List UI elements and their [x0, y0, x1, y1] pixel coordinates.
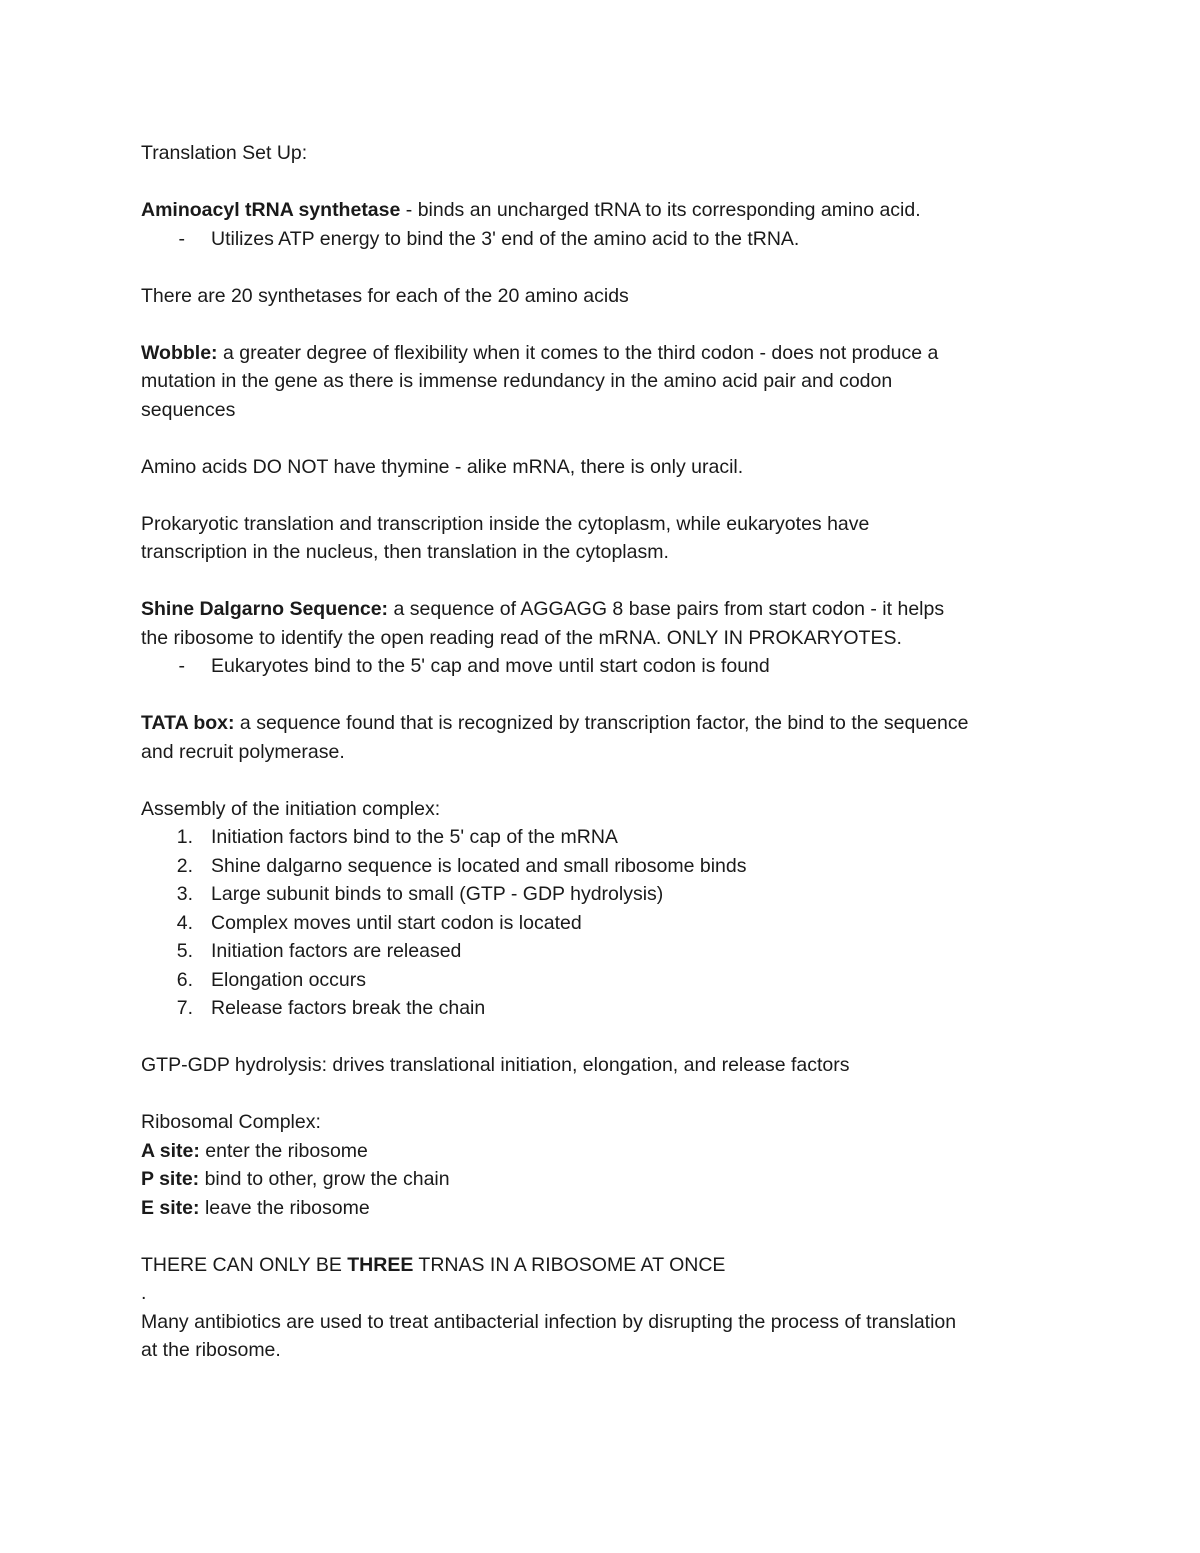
list-item — [141, 852, 1071, 881]
spacer — [141, 481, 1071, 510]
step-text: Release factors break the chain — [211, 997, 486, 1019]
spacer — [141, 681, 1071, 710]
trnas-line — [141, 1251, 1071, 1280]
e-site-text: leave the ribosome — [199, 1196, 370, 1219]
shine-term: Shine Dalgarno Sequence: — [141, 598, 389, 620]
a-site-label: A site: — [141, 1139, 200, 1162]
page-heading: Translation Set Up: — [141, 142, 308, 164]
tata-line-1: a sequence found that is recognized by transcription factor, the bind to the sequence — [234, 712, 969, 734]
list-item — [141, 994, 1071, 1023]
number-marker: 7. — [176, 997, 193, 1019]
list-item — [141, 966, 1071, 995]
spacer — [141, 168, 1071, 197]
number-marker: 6. — [176, 968, 193, 991]
prokaryotic-line-2: transcription in the nucleus, then translation in the cytoplasm. — [141, 541, 669, 563]
wobble-paragraph — [141, 339, 1071, 368]
trnas-emphasis: THREE — [347, 1253, 414, 1276]
period-line: . — [141, 1282, 147, 1304]
shine-bullets — [141, 652, 1071, 681]
trnas-after: TRNAS IN A RIBOSOME AT ONCE — [413, 1253, 726, 1276]
assembly-steps — [141, 823, 1071, 1023]
bullet-text: Eukaryotes bind to the 5' cap and move until start codon is found — [211, 655, 770, 677]
gtp-paragraph: GTP-GDP hydrolysis: drives translational initiation, elongation, and release factors — [141, 1054, 850, 1076]
wobble-line-3: sequences — [141, 398, 236, 421]
step-text: Initiation factors are released — [211, 940, 462, 962]
step-text: Large subunit binds to small (GTP - GDP hydrolysis) — [211, 883, 664, 905]
a-site-line — [141, 1137, 1071, 1166]
assembly-title: Assembly of the initiation complex: — [141, 797, 441, 820]
tata-paragraph — [141, 709, 1071, 738]
step-text: Complex moves until start codon is located — [211, 911, 582, 934]
spacer — [141, 253, 1071, 282]
tata-term: TATA box: — [141, 712, 235, 734]
number-marker: 1. — [176, 826, 193, 848]
antibiotics-line-1: Many antibiotics are used to treat antibacterial infection by disrupting the process of translation — [141, 1310, 957, 1333]
synthetase-count: There are 20 synthetases for each of the 20 amino acids — [141, 284, 629, 307]
number-marker: 3. — [176, 883, 193, 905]
spacer — [141, 766, 1071, 795]
list-item — [141, 909, 1071, 938]
wobble-line-1: a greater degree of flexibility when it comes to the third codon - does not produce a — [217, 341, 939, 364]
spacer — [141, 310, 1071, 339]
step-text: Shine dalgarno sequence is located and small ribosome binds — [211, 854, 747, 877]
synthetase-term: Aminoacyl tRNA synthetase — [141, 199, 401, 221]
p-site-text: bind to other, grow the chain — [199, 1168, 450, 1190]
a-site-text: enter the ribosome — [199, 1139, 368, 1162]
spacer — [141, 567, 1071, 596]
ribosomal-title: Ribosomal Complex: — [141, 1111, 321, 1133]
synthetase-paragraph — [141, 196, 1071, 225]
document-body — [141, 139, 1071, 1365]
number-marker: 5. — [176, 940, 193, 962]
e-site-line — [141, 1194, 1071, 1223]
number-marker: 4. — [176, 911, 193, 934]
spacer — [141, 1080, 1071, 1109]
dash-marker: - — [178, 655, 185, 677]
wobble-term: Wobble: — [141, 341, 218, 364]
shine-line-2: the ribosome to identify the open reading read of the mRNA. ONLY IN PROKARYOTES. — [141, 626, 902, 649]
antibiotics-line-2: at the ribosome. — [141, 1339, 281, 1361]
synthetase-definition: - binds an uncharged tRNA to its corresponding amino acid. — [400, 199, 921, 221]
wobble-line-2: mutation in the gene as there is immense redundancy in the amino acid pair and codon — [141, 370, 893, 392]
synthetase-bullets — [141, 225, 1071, 254]
list-item — [141, 823, 1071, 852]
shine-paragraph — [141, 595, 1071, 624]
tata-line-2: and recruit polymerase. — [141, 740, 345, 763]
e-site-label: E site: — [141, 1196, 200, 1219]
dash-marker: - — [178, 227, 185, 250]
list-item — [141, 225, 1071, 254]
spacer — [141, 424, 1071, 453]
number-marker: 2. — [176, 854, 193, 877]
bullet-text: Utilizes ATP energy to bind the 3' end of the amino acid to the tRNA. — [211, 227, 800, 250]
list-item — [141, 880, 1071, 909]
list-item — [141, 937, 1071, 966]
thymine-paragraph: Amino acids DO NOT have thymine - alike mRNA, there is only uracil. — [141, 455, 744, 478]
list-item — [141, 652, 1071, 681]
prokaryotic-line-1: Prokaryotic translation and transcription inside the cytoplasm, while eukaryotes have — [141, 512, 870, 535]
shine-line-1: a sequence of AGGAGG 8 base pairs from start codon - it helps — [388, 598, 945, 620]
spacer — [141, 1222, 1071, 1251]
p-site-label: P site: — [141, 1168, 200, 1190]
trnas-before: THERE CAN ONLY BE — [141, 1253, 348, 1276]
step-text: Elongation occurs — [211, 968, 367, 991]
p-site-line — [141, 1165, 1071, 1194]
spacer — [141, 1023, 1071, 1052]
step-text: Initiation factors bind to the 5' cap of the mRNA — [211, 826, 618, 848]
